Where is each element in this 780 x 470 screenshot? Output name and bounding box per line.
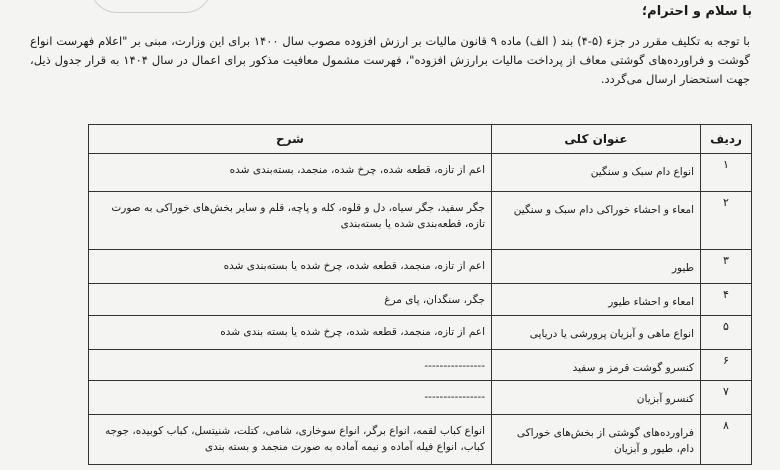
greeting: با سلام و احترام؛ <box>641 4 752 19</box>
header-title: عنوان کلی <box>492 125 701 154</box>
row-desc <box>89 284 492 316</box>
row-desc-text: اعم از تازه، منجمد، قطعه شده، چرخ شده یا بسته‌بندی شده <box>223 260 485 272</box>
row-title-text: امعاء و احشاء طیور <box>608 296 694 308</box>
row-desc-text: اعم از تازه، قطعه شده، چرخ شده، منجمد، بسته‌بندی شده <box>229 164 485 176</box>
row-title <box>492 284 701 316</box>
row-desc-text: انواع کباب لقمه، انواع برگر، انواع سوخاری، شامی، کتلت، شنیتسل، کباب کوبیده، جوجه کباب، انواع فیله آماده و نیمه آماده به صورت منجمد و بسته بندی <box>104 425 485 453</box>
row-num: ۶ <box>701 350 752 381</box>
row-title-text: امعاء و احشاء خوراکی دام سبک و سنگین <box>513 204 694 216</box>
exemption-table <box>88 124 752 465</box>
table-row <box>89 154 752 192</box>
row-title <box>492 415 701 465</box>
table-row <box>89 316 752 350</box>
stamp-mark <box>90 0 212 13</box>
row-desc <box>89 192 492 250</box>
row-title <box>492 381 701 415</box>
row-num: ۵ <box>701 316 752 350</box>
row-desc <box>89 381 492 415</box>
table-row <box>89 415 752 465</box>
row-title <box>492 192 701 250</box>
row-title <box>492 350 701 381</box>
row-desc-text: اعم از تازه، منجمد، قطعه شده، چرخ شده یا بسته بندی شده <box>220 326 485 338</box>
row-title-text: انواع دام سبک و سنگین <box>590 166 694 178</box>
row-num: ۴ <box>701 284 752 316</box>
header-desc: شرح <box>89 125 492 154</box>
row-desc-text: جگر سفید، جگر سیاه، دل و قلوه، کله و پاچه، قلم و سایر بخش‌های خوراکی به صورت تازه، قطعه‌بندی شده یا بسته‌بندی <box>111 202 485 230</box>
row-desc <box>89 154 492 192</box>
table-row <box>89 284 752 316</box>
table-header-row <box>89 125 752 154</box>
table-row <box>89 350 752 381</box>
row-num: ۱ <box>701 154 752 192</box>
row-desc-text: ---------------- <box>424 360 485 372</box>
row-title <box>492 250 701 284</box>
row-title-text: فراورده‌های گوشتی از بخش‌های خوراکی دام، طیور و آبزیان <box>516 427 694 455</box>
row-desc-text: جگر، سنگدان، پای مرغ <box>384 294 485 306</box>
header-num: ردیف <box>701 125 752 154</box>
table-row <box>89 381 752 415</box>
row-num: ۸ <box>701 415 752 465</box>
row-desc <box>89 350 492 381</box>
row-num: ۷ <box>701 381 752 415</box>
row-title-text: کنسرو گوشت قرمز و سفید <box>572 362 694 374</box>
row-title <box>492 316 701 350</box>
row-title-text: کنسرو آبزیان <box>636 393 694 405</box>
row-desc <box>89 415 492 465</box>
row-title-text: انواع ماهی و آبزیان پرورشی یا دریایی <box>529 328 694 340</box>
row-num: ۲ <box>701 192 752 250</box>
row-desc-text: ---------------- <box>424 391 485 403</box>
row-title-text: طیور <box>671 262 694 274</box>
row-desc <box>89 316 492 350</box>
table-row <box>89 192 752 250</box>
intro-paragraph: با توجه به تکلیف مقرر در جزء (۵-۴) بند ( الف) ماده ۹ قانون مالیات بر ارزش افزوده مصوب سال ۱۴۰۰ برای این وزارت، مبنی بر "اعلام فهرست انواع گوشت و فراورده‌های گوشتی معاف از پرداخت مالیات برارزش افزوده"، فهرست مشمول معافیت مذکور برای اعمال در سال ۱۴۰۴ به قرار جدول ذیل، جهت استحضار ارسال می‌گردد. <box>30 34 750 86</box>
row-num: ۳ <box>701 250 752 284</box>
row-desc <box>89 250 492 284</box>
table-row <box>89 250 752 284</box>
row-title <box>492 154 701 192</box>
